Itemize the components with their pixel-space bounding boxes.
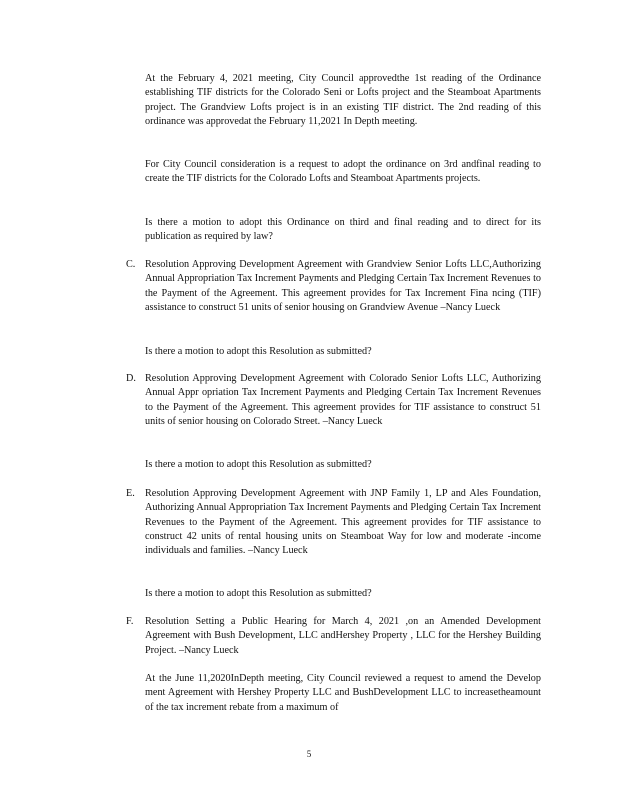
agenda-item-letter: F. [126,616,134,627]
agenda-item-f [126,615,541,658]
agenda-item-c-motion: Is there a motion to adopt this Resolution as submitted? [145,346,372,357]
agenda-item-d [126,372,541,429]
agenda-item-letter: E. [126,488,135,499]
agenda-item-text: Resolution Approving Development Agreement with JNP Family 1, LP and Ales Foundation, Authorizing Annual Appropriation Tax Increment Payments and Pledging Certain Tax Increment Revenues to the Payment of the Agreement. This agreement provides for TIF assistance to construct 42 units of rental housing units on Steamboat Way for low and moderate -income individuals and families. –Nancy Lueck [145,488,541,557]
agenda-item-e-motion: Is there a motion to adopt this Resolution as submitted? [145,588,372,599]
agenda-item-e [126,487,541,558]
agenda-item-text: Resolution Approving Development Agreement with Grandview Senior Lofts LLC,Authorizing Annual Appropriation Tax Increment Payments and Pledging Certain Tax Increment Revenues to the Payment of the Agreement. This agreement provides for Tax Increment Fina ncing (TIF) assistance to construct 51 units of senior housing on Grandview Avenue –Nancy Lueck [145,259,541,313]
agenda-item-text: Resolution Approving Development Agreement with Colorado Senior Lofts LLC, Authorizing Annual Appr opriation Tax Increment Payments and Pledging Certain Tax Increment Revenues to the Payment of the Agreement. This agreement provides for TIF assistance to construct 51 units of senior housing on Colorado Street. –Nancy Lueck [145,373,541,427]
agenda-item-c [126,258,541,315]
page-number: 5 [306,749,312,759]
intro-paragraph-motion: Is there a motion to adopt this Ordinance on third and final reading and to direct for its publication as required by law? [145,217,541,243]
intro-paragraph-first-reading: At the February 4, 2021 meeting, City Council approvedthe 1st reading of the Ordinance establishing TIF districts for the Colorado Seni or Lofts project and the Steamboat Apartments project. The Grandview Lofts project is in an existing TIF district. The 2nd reading of this ordinance was approvedat the February 11,2021 In Depth meeting. [145,73,541,127]
agenda-item-letter: C. [126,259,136,270]
agenda-item-d-motion: Is there a motion to adopt this Resolution as submitted? [145,459,372,470]
intro-paragraph-consideration: For City Council consideration is a request to adopt the ordinance on 3rd andfinal reading to create the TIF districts for the Colorado Lofts and Steamboat Apartments projects. [145,159,541,185]
agenda-item-letter: D. [126,373,136,384]
agenda-item-text: Resolution Setting a Public Hearing for March 4, 2021 ,on an Amended Development Agreement with Bush Development, LLC andHershey Property , LLC for the Hershey Building Project. –Nancy Lueck [145,616,541,656]
agenda-item-f-background: At the June 11,2020InDepth meeting, City Council reviewed a request to amend the Develop ment Agreement with Hershey Property LLC and BushDevelopment LLC to increasetheamount of the tax increment rebate from a maximum of [145,673,541,713]
